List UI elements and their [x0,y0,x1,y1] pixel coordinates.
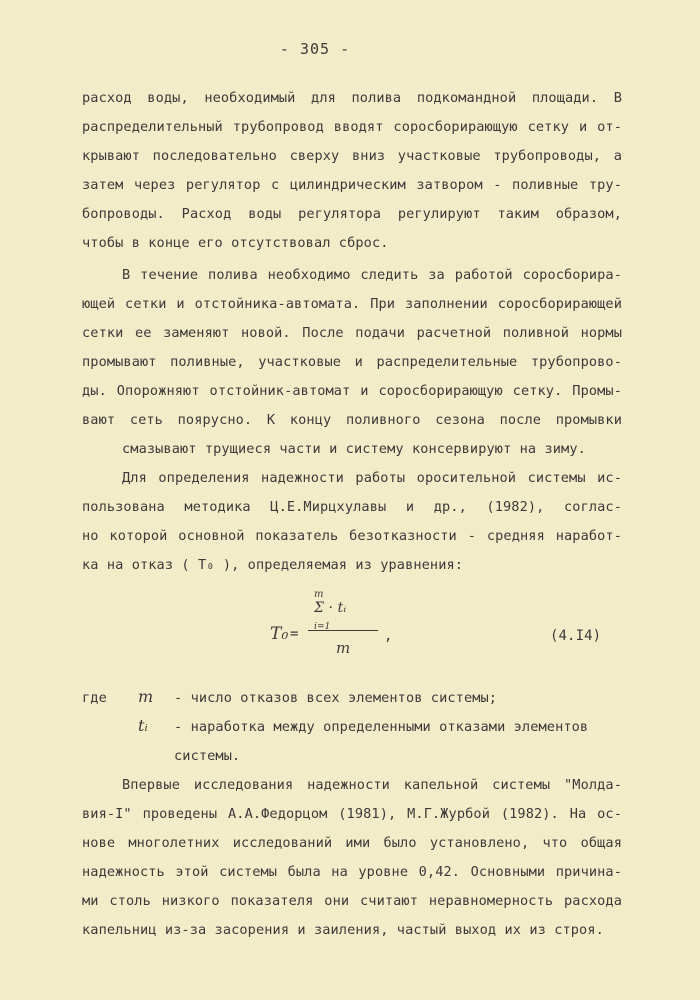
text-line: смазывают трущиеся части и систему консервируют на зиму. [122,441,586,457]
text-line: сетки ее заменяют новой. После подачи расчетной поливной нормы [82,325,622,341]
definition-symbol: m [138,687,154,706]
text-line: Для определения надежности работы оросительной системы ис- [122,470,622,486]
text-line: крывают последовательно сверху вниз участковые трубопроводы, а [82,148,622,164]
paragraph-3 [82,464,622,580]
definition-text: - наработка между определенными отказами элементов системы. [174,719,589,764]
sum-lower-limit: i=1 [314,622,331,632]
paragraph-1 [82,84,622,258]
text-line: пользована методика Ц.Е.Мирцхулавы и др., (1982), соглас- [82,499,622,515]
fraction-bar [308,630,378,631]
definition-symbol: tᵢ [138,716,148,735]
text-line: ка на отказ ( T₀ ), определяемая из уравнения: [82,557,464,573]
text-line: надежность этой системы была на уровне 0,42. Основными причина- [82,864,622,880]
definition-item [82,684,622,713]
text-line: капельниц из-за засорения и заиления, частый выход их из строя. [82,922,604,938]
equation-number: (4.I4) [550,628,602,644]
text-line: нове многолетних исследований ими было установлено, что общая [82,835,622,851]
definition-lead: где [82,690,107,706]
formula-denominator: m [336,639,351,657]
formula-equals: = [290,626,299,642]
equation-4-14 [82,580,622,684]
body-text [82,84,622,945]
text-line: но которой основной показатель безотказности - средняя наработ- [82,528,622,544]
definition-text: - число отказов всех элементов системы; [174,690,498,706]
definition-item [82,713,622,771]
paragraph-2 [82,261,622,464]
text-line: ми столь низкого показателя они считают неравномерность расхода [82,893,622,909]
text-line: затем через регулятор с цилиндрическим затвором - поливные тру- [82,177,622,193]
formula-lhs: T₀ [270,624,289,644]
text-line: промывают поливные, участковые и распределительные трубопрово- [82,354,622,370]
text-line: вают сеть поярусно. К концу поливного сезона после промывки [82,412,622,428]
text-line: Впервые исследования надежности капельной системы "Молда- [122,777,622,793]
formula-comma: , [384,628,393,644]
text-line: чтобы в конце его отсутствовал сброс. [82,235,389,251]
text-line: бопроводы. Расход воды регулятора регулируют таким образом, [82,206,622,222]
text-line: ды. Опорожняют отстойник-автомат и соросборирающую сетку. Промы- [82,383,622,399]
sum-upper-limit: m [314,589,324,600]
text-line: распределительный трубопровод вводят соросборирающую сетку и от- [82,119,622,135]
text-line: ющей сетки и отстойника-автомата. При заполнении соросборирающей [82,296,622,312]
page-number: - 305 - [279,40,351,58]
text-line: В течение полива необходимо следить за работой соросборира- [122,267,622,283]
text-line: вия-I" проведены А.А.Федорцом (1981), М.Г.Журбой (1982). На ос- [82,806,622,822]
formula-numerator: Σ · tᵢ [314,600,347,616]
text-line: расход воды, необходимый для полива подкомандной площади. В [82,90,622,106]
definitions-list [82,684,622,771]
paragraph-4 [82,771,622,945]
